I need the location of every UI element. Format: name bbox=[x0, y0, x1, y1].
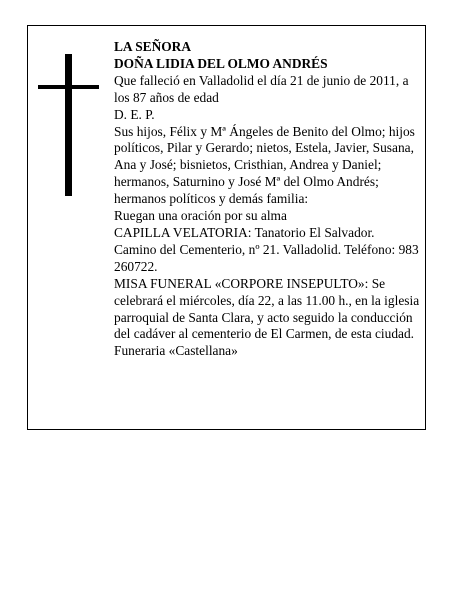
funeral-home: Funeraria «Castellana» bbox=[114, 343, 238, 359]
cross-icon bbox=[38, 54, 99, 196]
heading-title: LA SEÑORA bbox=[114, 39, 192, 54]
wake-chapel-info: CAPILLA VELATORIA: Tanatorio El Salvador. Camino del Cementerio, nº 21. Valladolid. Teléfono: 983 260722. bbox=[114, 224, 419, 274]
obituary-text bbox=[114, 39, 420, 360]
family-list: Sus hijos, Félix y Mª Ángeles de Benito del Olmo; hijos políticos, Pilar y Gerardo; nietos, Estela, Javier, Susana, Ana y José; bisnietos, Cristhian, Andrea y Daniel; hermanos, Saturnino y José Mª del Olmo Andrés; hermanos políticos y demás familia: bbox=[114, 123, 415, 207]
prayer-request: Ruegan una oración por su alma bbox=[114, 208, 287, 224]
rip-abbreviation: D. E. P. bbox=[114, 106, 155, 122]
deceased-name: DOÑA LIDIA DEL OLMO ANDRÉS bbox=[114, 55, 328, 71]
death-info: Que falleció en Valladolid el día 21 de junio de 2011, a los 87 años de edad bbox=[114, 72, 409, 105]
cross-horizontal-bar bbox=[38, 85, 99, 89]
funeral-mass-info: MISA FUNERAL «CORPORE INSEPULTO»: Se celebrará el miércoles, día 22, a las 11.00 h., en la iglesia parroquial de Santa Clara, y acto seguido la conducción del cadáver al cementerio de El Carmen, de esta ciudad. bbox=[114, 275, 420, 342]
cross-vertical-bar bbox=[65, 54, 72, 196]
